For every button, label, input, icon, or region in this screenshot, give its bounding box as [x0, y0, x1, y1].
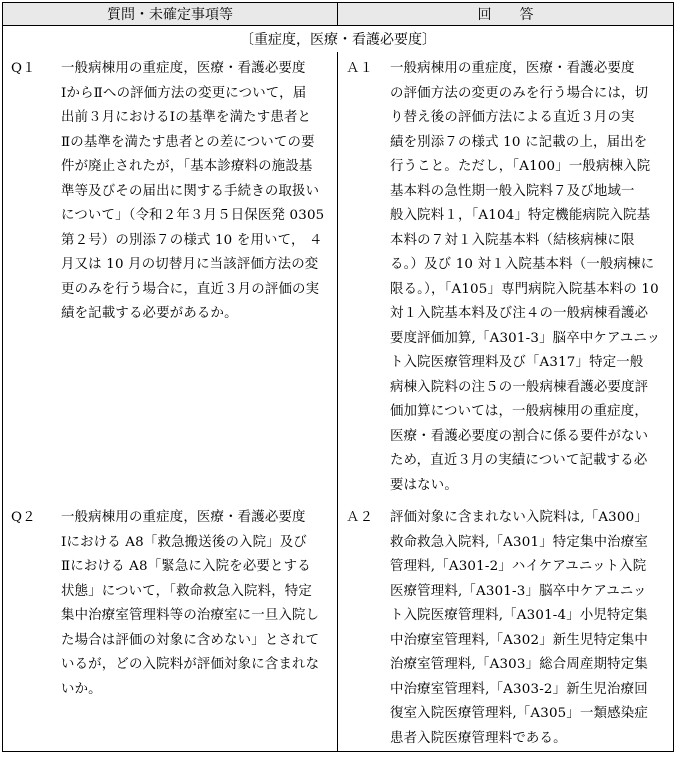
answer-text: 一般病棟用の重症度，医療・看護必要度 の評価方法の変更のみを行う場合には，切 り替え後の評価方法による直近３月の実 績を別添７の様式 10 に記載の上，届出を 行うこと。ただし，「A100」一般病棟入院 基本料の急性期一般入院料７及び地域一 般入院料１，「A104」特定機能病院入院基 本料の７対１入院基本料（結核病棟に限 る。）及び 10 対１入院基本料（一般病棟に 限る。），「A105」専門病院入院基本料の 10 対１入院基本料及び注４の一般病棟看護必 要度評価加算,「A301-3」脳卒中ケアユニッ ト入院医療管理料及び「A317」特定一般 病棟入院料の注５の一般病棟看護必要度評 価加算については，一般病棟用の重症度， 医療・看護必要度の割合に係る要件がない ため，直近３月の実績について記載する必 要はない。 [390, 61, 661, 493]
question-text: 一般病棟用の重症度，医療・看護必要度 ⅠからⅡへの評価方法の変更について，届 出前３月におけるⅠの基準を満たす患者と Ⅱの基準を満たす患者との差についての要 件が廃止されたが，「基本診療料の施設基 準等及びその届出に関する手続きの取扱い について」（令和２年３月５日保医発 0305 第２号）の別添７の様式 10 を用いて， ４ 月又は 10 月の切替月に当該評価方法の変 更のみを行う場合に，直近３月の評価の実 績を記載する必要があるか。 [61, 61, 325, 321]
answer-cell [338, 52, 674, 498]
question-cell [3, 498, 338, 752]
question-text: 一般病棟用の重症度，医療・看護必要度 Ⅰにおける A8「救急搬送後の入院」及び Ⅱにおける A8「緊急に入院を必要とする 状態」について，「救命救急入院料，特定 集中治療室管理料等の治療室に一旦入院し た場合は評価の対象に含めない」とされて いるが，どの入院料が評価対象に含まれな いか。 [61, 510, 320, 697]
answer-label: Ａ１ [346, 61, 374, 76]
answer-column-header: 回 答 [338, 3, 674, 26]
section-title: 〔重症度，医療・看護必要度〕 [3, 26, 674, 53]
question-column-header: 質問・未確定事項等 [3, 3, 338, 26]
header-row [3, 3, 674, 26]
question-cell [3, 52, 338, 498]
question-label: Q１ [11, 61, 36, 76]
question-label: Q２ [11, 510, 36, 525]
answer-cell [338, 498, 674, 752]
qa-table [2, 2, 674, 752]
qa-row [3, 498, 674, 752]
section-row [3, 26, 674, 53]
answer-label: Ａ２ [346, 510, 374, 525]
qa-row [3, 52, 674, 498]
answer-text: 評価対象に含まれない入院料は,「A300」 救命救急入院料,「A301」特定集中治療室 管理料,「A301-2」ハイケアユニット入院 医療管理料,「A301-3」脳卒中ケアユニッ ト入院医療管理料,「A301-4」小児特定集 中治療室管理料,「A302」新生児特定集中 治療室管理料,「A303」総合周産期特定集 中治療室管理料,「A303-2」新生児治療回 復室入院医療管理料,「A305」一類感染症 患者入院医療管理料である。 [390, 510, 648, 746]
